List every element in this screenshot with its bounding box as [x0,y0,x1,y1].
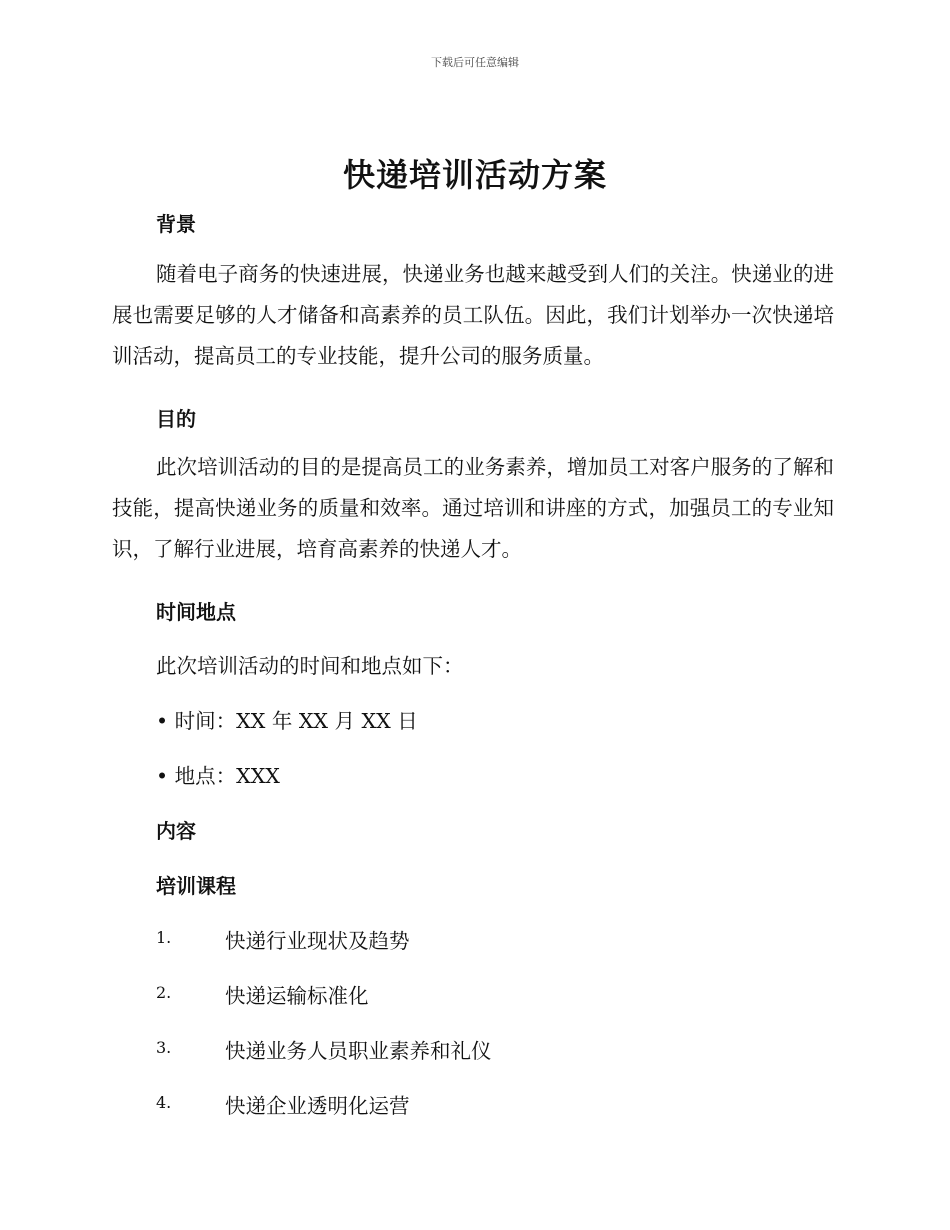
course-item-4: 快递企业透明化运营 [225,1094,410,1118]
course-number-4: 4. [156,1093,172,1112]
time-place-intro: 此次培训活动的时间和地点如下： [156,654,464,678]
course-item-1: 快递行业现状及趋势 [225,929,410,953]
paragraph-background: 随着电子商务的快速进展，快递业务也越来越受到人们的关注。快递业的进展也需要足够的人才储备和高素养的员工队伍。因此，我们计划举办一次快递培训活动，提高员工的专业技能，提升公司的服务质量。 [112,262,834,368]
course-item-2: 快递运输标准化 [225,984,369,1008]
section-heading-background: 背景 [156,212,196,236]
section-heading-content: 内容 [156,819,196,843]
section-heading-purpose: 目的 [156,407,196,431]
course-number-3: 3. [156,1038,172,1057]
subheading-courses: 培训课程 [156,874,236,898]
place-line: • 地点：XXX [156,764,280,788]
course-item-3: 快递业务人员职业素养和礼仪 [225,1039,492,1063]
time-line: • 时间：XX 年 XX 月 XX 日 [156,709,418,733]
section-heading-time-place: 时间地点 [156,600,236,624]
course-number-1: 1. [156,928,172,947]
paragraph-purpose: 此次培训活动的目的是提高员工的业务素养，增加员工对客户服务的了解和技能，提高快递业务的质量和效率。通过培训和讲座的方式，加强员工的专业知识，了解行业进展，培育高素养的快递人才。 [112,455,834,561]
document-title: 快递培训活动方案 [342,156,607,194]
header-note: 下载后可任意编辑 [431,56,519,69]
course-number-2: 2. [156,983,172,1002]
